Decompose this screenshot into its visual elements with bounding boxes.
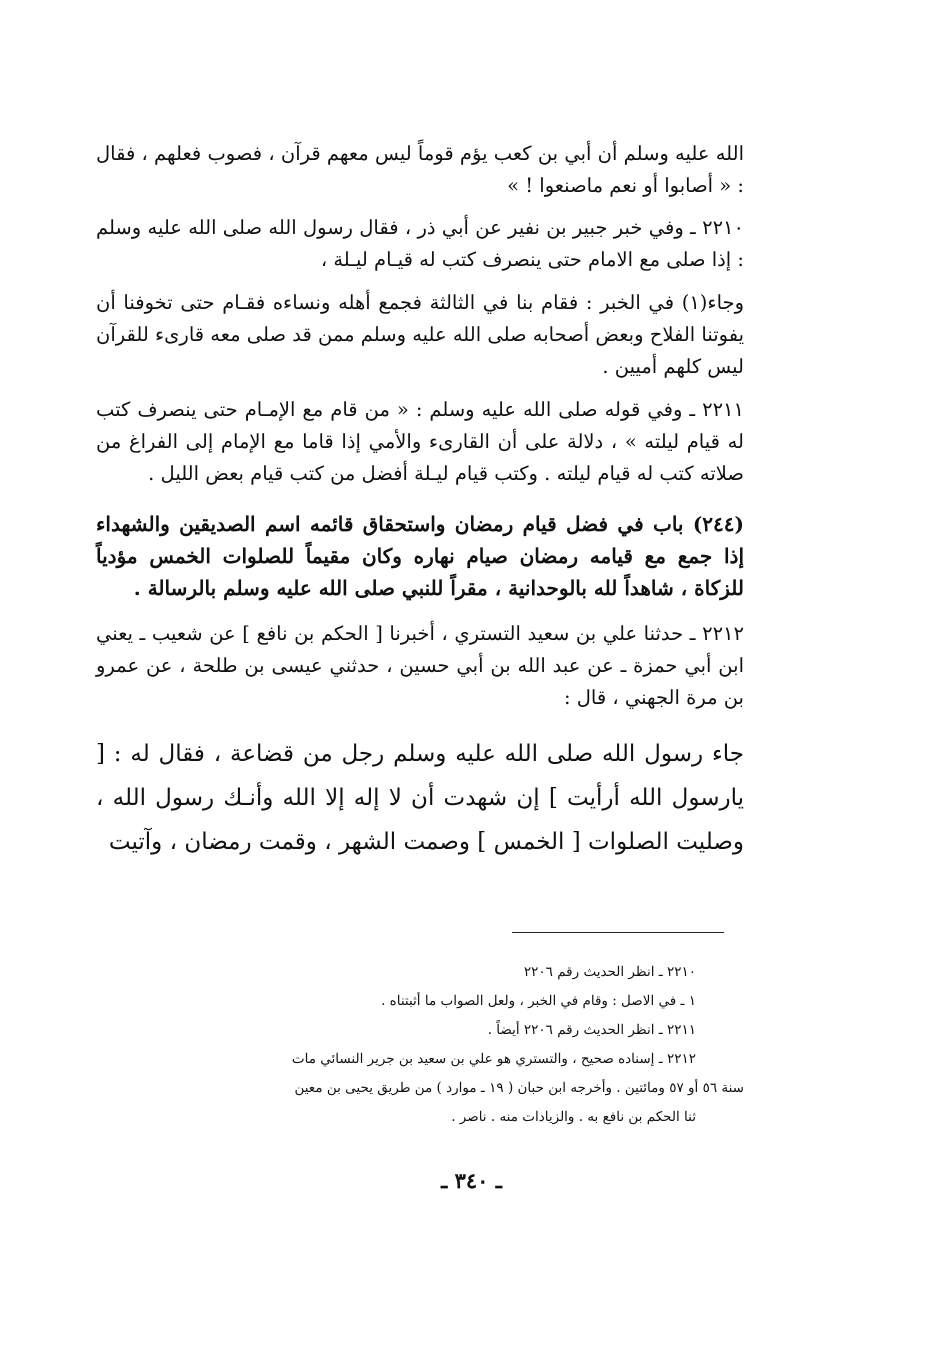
footnote-2210: ٢٢١٠ ـ انظر الحديث رقم ٢٢٠٦ <box>523 964 696 980</box>
paragraph-narration: وجاء(١) في الخبر : فقام بنا في الثالثة فجمع أهله ونساءه فقـام حتى تخوفنا أن يفوتنا الفلاح وبعض أصحابه صلى الله عليه وسلم ممن قد صلى معه قارىء للقرآن ليس كلهم أميين . <box>96 291 744 378</box>
paragraph-continuation: الله عليه وسلم أن أبي بن كعب يؤم قوماً ليس معهم قرآن ، فصوب فعلهم ، فقال : « أصابوا أو نعم ماصنعوا ! » <box>96 142 744 197</box>
footnotes <box>96 958 744 1132</box>
footnote-2211: ٢٢١١ ـ انظر الحديث رقم ٢٢٠٦ أيضاً . <box>487 1022 696 1038</box>
hadith-2212-matn: جاء رسول الله صلى الله عليه وسلم رجل من قضاعة ، فقال له : [ يارسول الله أرأيت ] إن شهدت أن لا إله إلا الله وأنـك رسول الله ، وصليت الصلوات [ الخمس ] وصمت الشهر ، وقمت رمضان ، وآتيت <box>96 741 744 855</box>
footnote-2212-line-2: سنة ٥٦ أو ٥٧ ومائتين . وأخرجه ابن حبان ( ١٩ ـ موارد ) من طريق يحيى بن معين <box>294 1080 744 1096</box>
footnote-2212-line-3: ثنا الحكم بن نافع به . والزيادات منه . ناصر . <box>451 1109 696 1125</box>
hadith-2212-isnad: ٢٢١٢ ـ حدثنا علي بن سعيد التستري ، أخبرنا [ الحكم بن نافع ] عن شعيب ـ يعني ابن أبي حمزة ـ عن عبد الله بن أبي حسين ، حدثني عيسى بن طلحة ، عن عمرو بن مرة الجهني ، قال : <box>96 622 744 709</box>
footnote-divider <box>512 932 724 933</box>
footnote-2212: ٢٢١٢ ـ إسناده صحيح ، والتستري هو علي بن سعيد بن جرير النسائي مات <box>291 1051 696 1067</box>
hadith-2210: ٢٢١٠ ـ وفي خبر جبير بن نفير عن أبي ذر ، فقال رسول الله صلى الله عليه وسلم : إذا صلى مع الامام حتى ينصرف كتب له قيـام ليـلة ، <box>96 216 744 271</box>
page-number: ـ ٣٤٠ ـ <box>441 1168 502 1193</box>
chapter-heading: (٢٤٤) باب في فضل قيام رمضان واستحقاق قائمه اسم الصديقين والشهداء إذا جمع مع قيامه رمضان صيام نهاره وكان مقيماً للصلوات الخمس مؤدياً للزكاة ، شاهداً لله بالوحدانية ، مقراً للنبي صلى الله عليه وسلم بالرسالة . <box>96 512 744 600</box>
hadith-2211: ٢٢١١ ـ وفي قوله صلى الله عليه وسلم : « من قام مع الإمـام حتى ينصرف كتب له قيام ليلته » ، دلالة على أن القارىء والأمي إذا قاما مع الإمام إلى الفراغ من صلاته كتب له قيام ليلته . وكتب قيام ليـلة أفضل من كتب قيام بعض الليل . <box>96 398 744 485</box>
footnote-1: ١ ـ في الاصل : وقام في الخبر ، ولعل الصواب ما أثبتناه . <box>381 993 696 1009</box>
main-text <box>96 138 744 864</box>
